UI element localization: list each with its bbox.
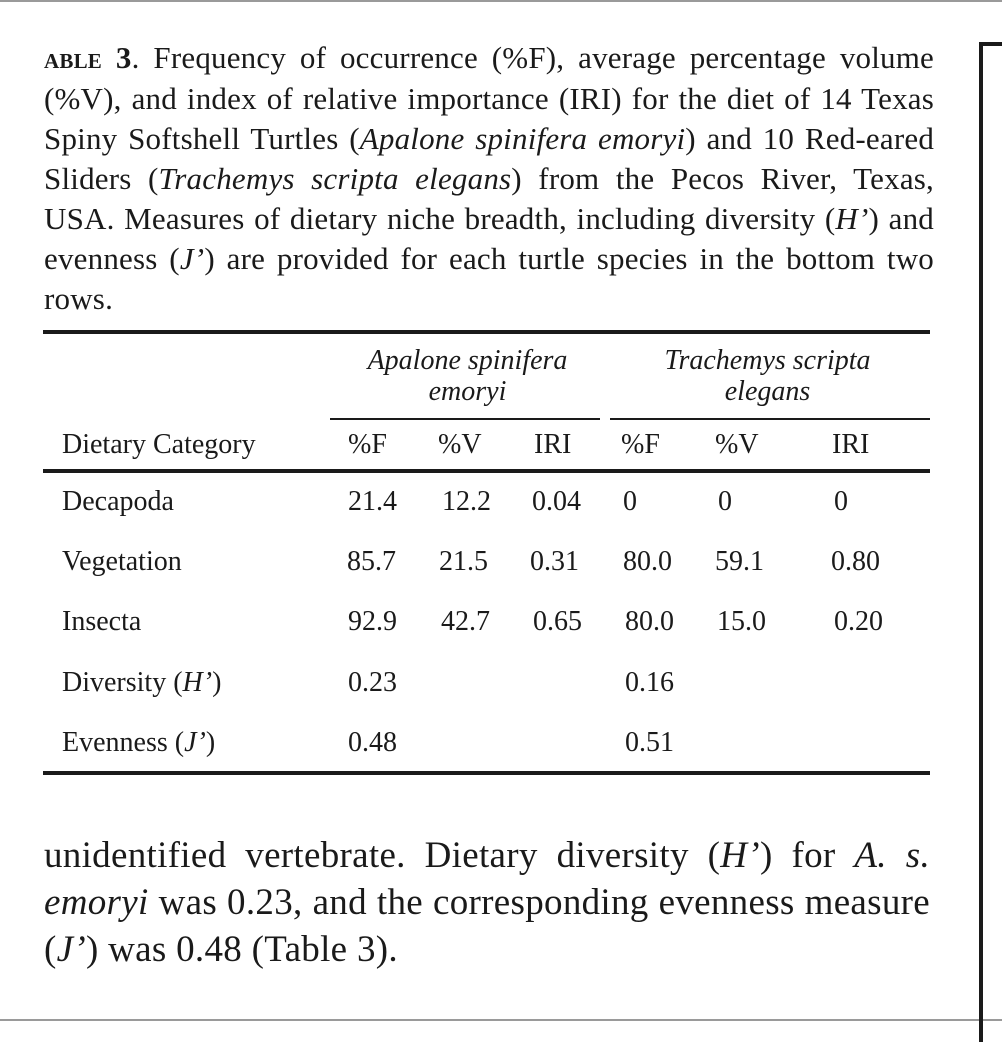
- body-text: ) was 0.48 (Table 3).: [85, 929, 398, 970]
- table-number: 3: [115, 40, 132, 75]
- column-header-pct-f: %F: [348, 429, 387, 460]
- caption-text: ) are provided for each turtle species in the bottom two rows.: [44, 241, 934, 316]
- species-header-slider: [610, 345, 925, 407]
- row-label-evenness: [62, 727, 215, 759]
- body-text: was 0.23, and the corresponding evenness measure (: [44, 882, 930, 970]
- row-label-decapoda: Decapoda: [62, 486, 174, 517]
- table-cell: 0.04: [532, 486, 581, 517]
- table-cell: 0.20: [834, 606, 883, 637]
- table-bottom-rule: [43, 771, 930, 775]
- table-cell: 0.51: [625, 727, 674, 758]
- row-label-text: ): [212, 667, 222, 698]
- column-header-pct-v: %V: [715, 429, 759, 460]
- row-label-insecta: Insecta: [62, 606, 142, 637]
- table-cell: 0.65: [533, 606, 582, 637]
- species-header-line: Apalone spinifera: [367, 345, 568, 376]
- body-text: ) for: [759, 835, 855, 876]
- body-diversity-symbol: H’: [720, 835, 760, 876]
- species-header-line: elegans: [724, 376, 811, 407]
- caption-text: ) and evenness (: [44, 201, 934, 276]
- table-cell: 0.31: [530, 546, 579, 577]
- species2-underline: [610, 418, 930, 420]
- body-species: A. s. emoryi: [44, 835, 931, 923]
- body-paragraph: [44, 832, 930, 973]
- adjacent-column-frame: [979, 42, 1002, 1042]
- table-header-rule: [43, 469, 930, 473]
- caption-text: ) from the Pecos River, Texas, USA. Measures of dietary niche breadth, including diversity (: [44, 161, 934, 236]
- table-cell: 59.1: [715, 546, 764, 577]
- body-evenness-symbol: J’: [56, 929, 86, 970]
- column-header-iri: IRI: [534, 429, 572, 460]
- table-cell: 21.5: [439, 546, 488, 577]
- table-cell: 0.80: [831, 546, 880, 577]
- evenness-symbol: J’: [184, 727, 206, 758]
- species-header-line: emoryi: [428, 376, 507, 407]
- table-top-rule: [43, 330, 930, 334]
- column-header-iri: IRI: [832, 429, 870, 460]
- caption-text: ) and 10 Red-eared Sliders (: [44, 121, 935, 196]
- table-cell: 0: [623, 486, 637, 517]
- table-cell: 80.0: [625, 606, 674, 637]
- body-text: unidentified vertebrate. Dietary diversity (: [44, 835, 721, 876]
- caption-species-slider: Trachemys scripta elegans: [158, 161, 512, 196]
- table-cell: 0: [718, 486, 732, 517]
- row-label-vegetation: Vegetation: [62, 546, 182, 577]
- page-top-border: [0, 0, 1002, 2]
- caption-species-softshell: Apalone spinifera emoryi: [359, 121, 686, 156]
- table-cell: 92.9: [348, 606, 397, 637]
- table-cell: 0.23: [348, 667, 397, 698]
- table-cell: 15.0: [717, 606, 766, 637]
- table-cell: 42.7: [441, 606, 490, 637]
- diversity-symbol: H’: [182, 667, 213, 698]
- species1-underline: [330, 418, 600, 420]
- caption-diversity-symbol: H’: [835, 201, 869, 236]
- table-cell: 0.16: [625, 667, 674, 698]
- species-header-line: Trachemys scripta: [664, 345, 871, 376]
- caption-text: . Frequency of occurrence (%F), average percentage volume (%V), and index of relative importance (IRI) for the diet of 14 Texas Spiny Softshell Turtles (: [44, 40, 935, 156]
- row-label-diversity: [62, 667, 221, 699]
- row-label-text: ): [205, 727, 216, 758]
- row-label-text: Evenness (: [62, 727, 185, 758]
- species-header-softshell: [330, 345, 605, 407]
- table-cell: 0: [834, 486, 848, 517]
- table-cell: 80.0: [623, 546, 672, 577]
- column-header-pct-f: %F: [621, 429, 660, 460]
- table-label: able: [44, 42, 102, 75]
- table-cell: 21.4: [348, 486, 397, 517]
- table-cell: 0.48: [348, 727, 397, 758]
- table-cell: 12.2: [442, 486, 491, 517]
- column-header-pct-v: %V: [438, 429, 482, 460]
- row-label-text: Diversity (: [62, 667, 183, 698]
- table-cell: 85.7: [347, 546, 396, 577]
- caption-evenness-symbol: J’: [179, 241, 205, 276]
- table-caption: [44, 38, 934, 319]
- column-header-category: Dietary Category: [62, 429, 256, 460]
